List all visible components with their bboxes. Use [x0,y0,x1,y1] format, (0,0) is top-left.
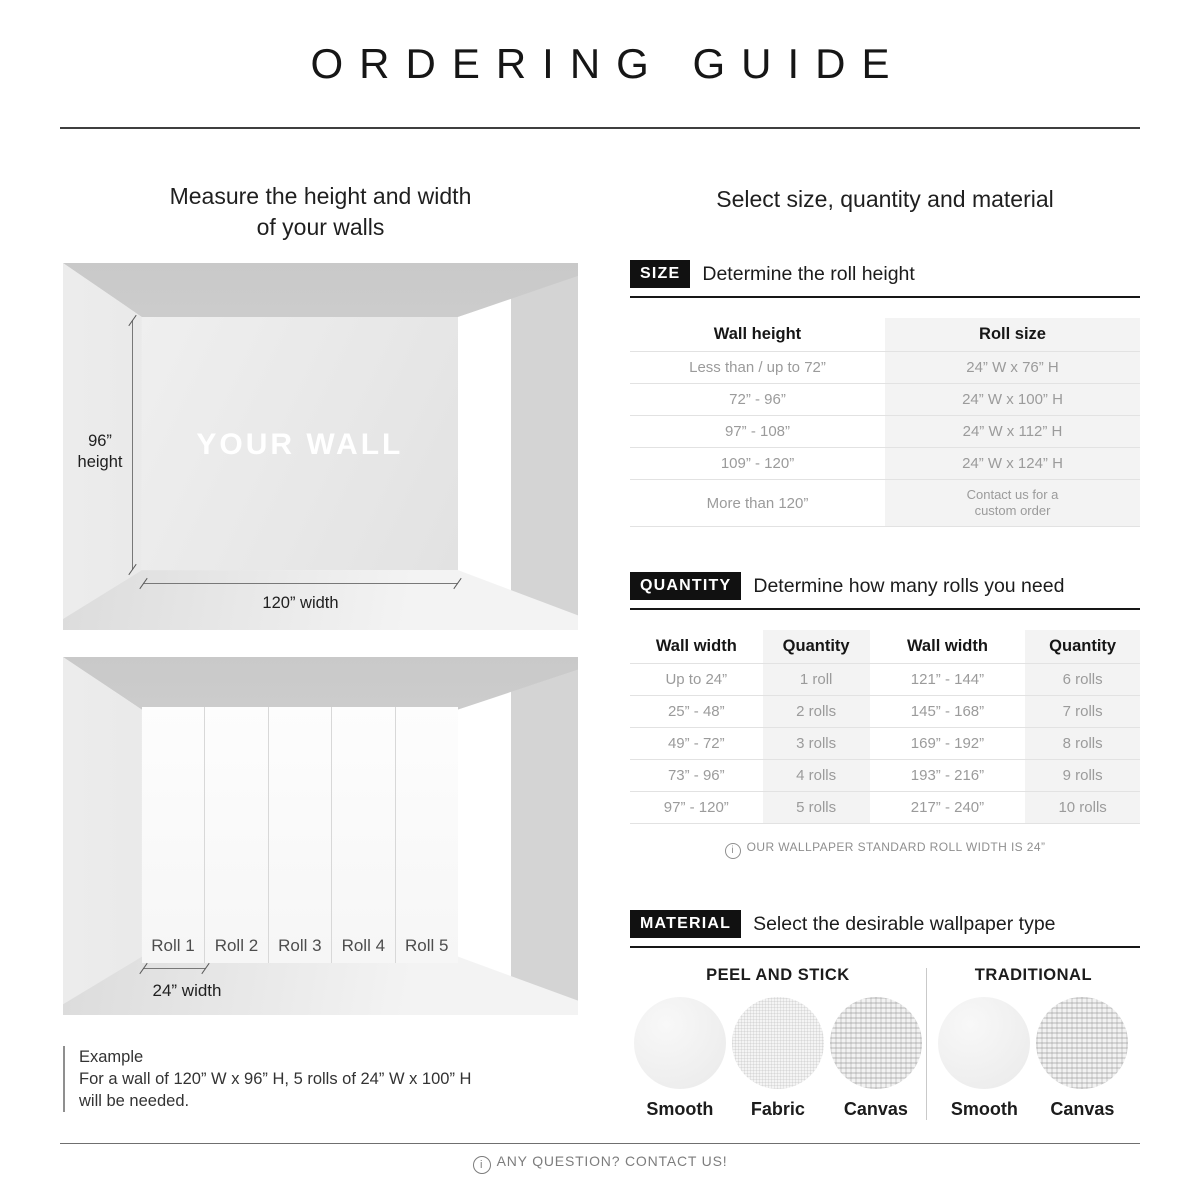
size-section-header [630,260,1140,298]
quantity-section-header [630,572,1140,610]
quantity-table-cell: 4 rolls [763,760,870,792]
roll-panel [269,707,332,963]
quantity-table-cell: 5 rolls [763,792,870,824]
roll-label: Roll 2 [214,935,259,955]
left-heading-line2: of your walls [256,214,385,240]
info-icon [473,1156,491,1174]
size-subtitle: Determine the roll height [702,262,915,285]
swatch-smooth [632,997,727,1120]
size-table-cell: 72” - 96” [630,384,885,416]
size-table-cell: 24” W x 100” H [885,384,1140,416]
right-column-heading: Select size, quantity and material [716,186,1054,212]
example-line1: For a wall of 120” W x 96” H, 5 rolls of 24” W x 100” H [79,1070,472,1088]
height-dimension-label [69,431,131,473]
material-group-title: PEEL AND STICK [706,966,850,984]
material-group-peel-and-stick [630,966,926,1120]
quantity-table-cell: 1 roll [763,664,870,696]
quantity-col-quantity-2: Quantity [1025,630,1140,664]
your-wall-label: YOUR WALL [196,428,404,462]
quantity-table-cell: 3 rolls [763,728,870,760]
quantity-table-cell: 9 rolls [1025,760,1140,792]
quantity-table-cell: 49” - 72” [630,728,763,760]
quantity-table-row [630,728,1140,760]
width-dimension-line [143,583,458,584]
fabric-texture-icon [732,997,824,1089]
swatch-fabric [730,997,825,1120]
smooth-texture-icon [634,997,726,1089]
roll-label: Roll 3 [278,935,322,955]
size-table-row [630,416,1140,448]
height-word: height [77,453,123,471]
quantity-table-cell: 6 rolls [1025,664,1140,696]
size-table-cell: 97” - 108” [630,416,885,448]
quantity-col-quantity-1: Quantity [763,630,870,664]
example-line2: will be needed. [79,1092,190,1110]
material-group-title: TRADITIONAL [974,966,1093,984]
quantity-table-row [630,760,1140,792]
size-table-cell: More than 120” [630,480,885,527]
height-dimension-line [132,320,133,570]
material-badge: MATERIAL [630,910,741,938]
smooth-texture-icon [938,997,1030,1089]
size-table-cell: 24” W x 76” H [885,352,1140,384]
roll-panel [332,707,395,963]
roll-label: Roll 1 [151,935,195,955]
roll-label: Roll 5 [405,935,449,955]
swatch-row [630,997,926,1120]
size-table-cell: 24” W x 124” H [885,448,1140,480]
size-table-cell: 109” - 120” [630,448,885,480]
roll-width-dimension-line [143,968,206,969]
quantity-table [630,630,1140,824]
quantity-table-cell: 25” - 48” [630,696,763,728]
quantity-table-header-row [630,630,1140,664]
quantity-table-cell: Up to 24” [630,664,763,696]
size-table-cell [885,480,1140,527]
quantity-table-cell: 8 rolls [1025,728,1140,760]
room-illustration-measure [63,263,578,630]
left-column-heading [63,181,578,243]
roll-panel [142,707,205,963]
material-subtitle: Select the desirable wallpaper type [753,912,1056,935]
size-col-wall-height: Wall height [630,318,885,352]
quantity-table-cell: 73” - 96” [630,760,763,792]
swatch-canvas [828,997,923,1120]
room-illustration-rolls [63,657,578,1015]
swatch-smooth [937,997,1032,1120]
size-table-cell: Less than / up to 72” [630,352,885,384]
size-table-row [630,480,1140,527]
quantity-subtitle: Determine how many rolls you need [753,574,1065,597]
footer-contact-text: ANY QUESTION? CONTACT US! [496,1153,728,1169]
quantity-col-wall-width-1: Wall width [630,630,763,664]
quantity-table-row [630,792,1140,824]
quantity-table-row [630,696,1140,728]
quantity-table-cell: 121” - 144” [870,664,1026,696]
footer-contact [0,1153,1200,1174]
quantity-table-cell: 169” - 192” [870,728,1026,760]
swatch-canvas [1035,997,1130,1120]
quantity-table-cell: 145” - 168” [870,696,1026,728]
width-dimension-label: 120” width [262,594,339,612]
page-title: ORDERING GUIDE [310,40,906,87]
roll-width-dimension-label: 24” width [152,981,222,1000]
roll-width-note-text: OUR WALLPAPER STANDARD ROLL WIDTH IS 24” [746,840,1046,854]
height-value: 96” [88,432,112,450]
roll-label: Roll 4 [341,935,386,955]
quantity-col-wall-width-2: Wall width [870,630,1026,664]
size-badge: SIZE [630,260,690,288]
size-table-row [630,352,1140,384]
quantity-table-cell: 217” - 240” [870,792,1026,824]
size-table-cell: 24” W x 112” H [885,416,1140,448]
material-section-header [630,910,1140,948]
swatch-label: Smooth [950,1099,1018,1119]
left-heading-line1: Measure the height and width [169,183,472,209]
material-section [630,910,1140,1120]
example-note [63,1046,559,1112]
canvas-texture-icon [830,997,922,1089]
quantity-section [630,572,1140,859]
swatch-label: Fabric [750,1099,805,1119]
roll-panel [396,707,458,963]
quantity-table-cell: 10 rolls [1025,792,1140,824]
quantity-badge: QUANTITY [630,572,741,600]
material-group-traditional [927,966,1140,1120]
quantity-table-cell: 2 rolls [763,696,870,728]
swatch-row [927,997,1140,1120]
size-table-row [630,384,1140,416]
size-table-header-row [630,318,1140,352]
custom-order-note: Contact us for a custom order [966,487,1059,518]
roll-width-note [630,840,1140,859]
swatch-label: Canvas [1050,1099,1115,1119]
info-icon [725,843,741,859]
roll-panel [205,707,268,963]
example-title: Example [79,1048,144,1066]
size-table [630,318,1140,527]
quantity-table-cell: 7 rolls [1025,696,1140,728]
size-section [630,260,1140,527]
quantity-table-cell: 193” - 216” [870,760,1026,792]
quantity-table-cell: 97” - 120” [630,792,763,824]
top-divider [60,127,1140,129]
canvas-texture-icon [1036,997,1128,1089]
swatch-label: Smooth [646,1099,714,1119]
material-groups [630,966,1140,1120]
size-col-roll-size: Roll size [885,318,1140,352]
footer-divider [60,1143,1140,1144]
swatch-label: Canvas [843,1099,908,1119]
wallpaper-roll-panels [142,707,458,963]
quantity-table-row [630,664,1140,696]
size-table-row [630,448,1140,480]
